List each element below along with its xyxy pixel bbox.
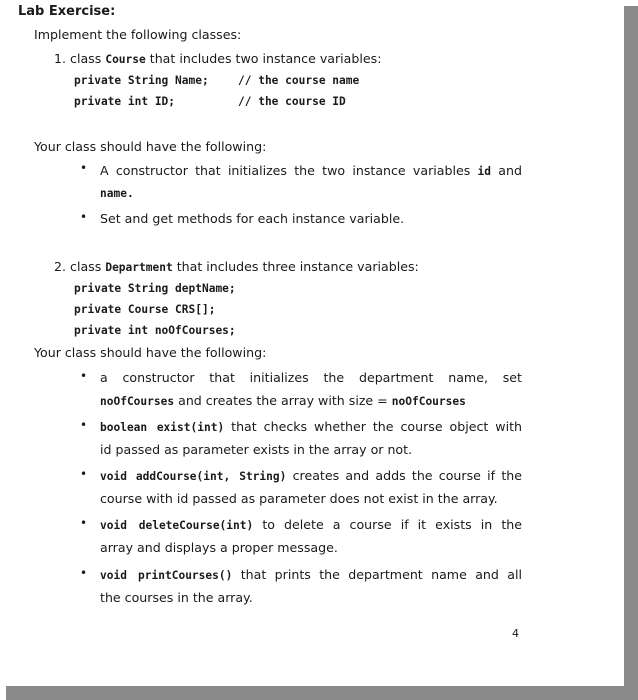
item1-line (54, 51, 381, 66)
bullet-icon: • (80, 467, 88, 481)
item2-bullet2-rest: that checks whether the course object with (231, 419, 522, 434)
intro-text: Implement the following classes: (34, 27, 242, 42)
item2-bullet5-line1 (100, 567, 522, 582)
item2-bullet4-line2: array and displays a proper message. (100, 540, 338, 555)
item1-should-text: Your class should have the following: (34, 139, 267, 154)
item2-bullet1-line2 (100, 393, 466, 408)
item2-should-text: Your class should have the following: (34, 345, 267, 360)
item2-number: 2. (54, 259, 67, 274)
item2-var-deptname: private String deptName; (74, 282, 236, 295)
page-shadow-right (624, 6, 638, 700)
item2-bullet1-line1: a constructor that initializes the department name, set (100, 370, 522, 385)
item2-bullet3-rest: creates and adds the course if the (292, 468, 522, 483)
item2-bullet4-rest: to delete a course if it exists in the (262, 517, 522, 532)
item1-post: that includes two instance variables: (149, 51, 382, 66)
item1-var-id-comment: // the course ID (238, 95, 346, 108)
page-number: 4 (512, 627, 519, 640)
item2-bullet5-line2: the courses in the array. (100, 590, 253, 605)
item2-bullet3-code: void addCourse(int, String) (100, 470, 287, 483)
item2-bullet2-line2: id passed as parameter exists in the array or not. (100, 442, 413, 457)
item2-bullet1-code2: noOfCourses (391, 395, 466, 408)
item2-line (54, 259, 419, 274)
item2-class-name: Department (105, 261, 173, 274)
item2-var-noofcourses: private int noOfCourses; (74, 324, 236, 337)
item2-bullet5-rest: that prints the department name and all (240, 567, 522, 582)
bullet-icon: • (80, 161, 88, 175)
item1-bullet1-text: A constructor that initializes the two instance variables (100, 163, 471, 178)
item2-bullet5-code: void printCourses() (100, 569, 233, 582)
item2-var-crs: private Course CRS[]; (74, 303, 216, 316)
item1-pre: class (70, 51, 102, 66)
item1-number: 1. (54, 51, 67, 66)
item2-bullet1-code: noOfCourses (100, 395, 175, 408)
bullet-icon: • (80, 418, 88, 432)
item1-var-id-decl: private int ID; (74, 95, 176, 108)
item2-pre: class (70, 259, 102, 274)
item2-bullet1-mid: and creates the array with size = (178, 393, 388, 408)
item1-bullet2-text: Set and get methods for each instance variable. (100, 211, 405, 226)
item1-bullet1-code-name: name. (100, 187, 134, 200)
item1-class-name: Course (105, 53, 146, 66)
item2-bullet3-line2: course with id passed as parameter does not exist in the array. (100, 491, 498, 506)
item1-var-name-comment: // the course name (238, 74, 360, 87)
item2-bullet2-code: boolean exist(int) (100, 421, 225, 434)
item2-post: that includes three instance variables: (176, 259, 419, 274)
item1-bullet1-code-id: id (477, 165, 492, 178)
item2-bullet4-code: void deleteCourse(int) (100, 519, 254, 532)
item1-var-name-decl: private String Name; (74, 74, 209, 87)
item1-bullet1-line1 (100, 163, 522, 178)
bullet-icon: • (80, 369, 88, 383)
item2-bullet4-line1 (100, 517, 522, 532)
item1-bullet1-and: and (498, 163, 522, 178)
bullet-icon: • (80, 210, 88, 224)
page-shadow-bottom (6, 686, 638, 700)
bullet-icon: • (80, 516, 88, 530)
item2-bullet3-line1 (100, 468, 522, 483)
page-heading: Lab Exercise: (18, 4, 116, 19)
bullet-icon: • (80, 566, 88, 580)
item2-bullet2-line1 (100, 419, 522, 434)
